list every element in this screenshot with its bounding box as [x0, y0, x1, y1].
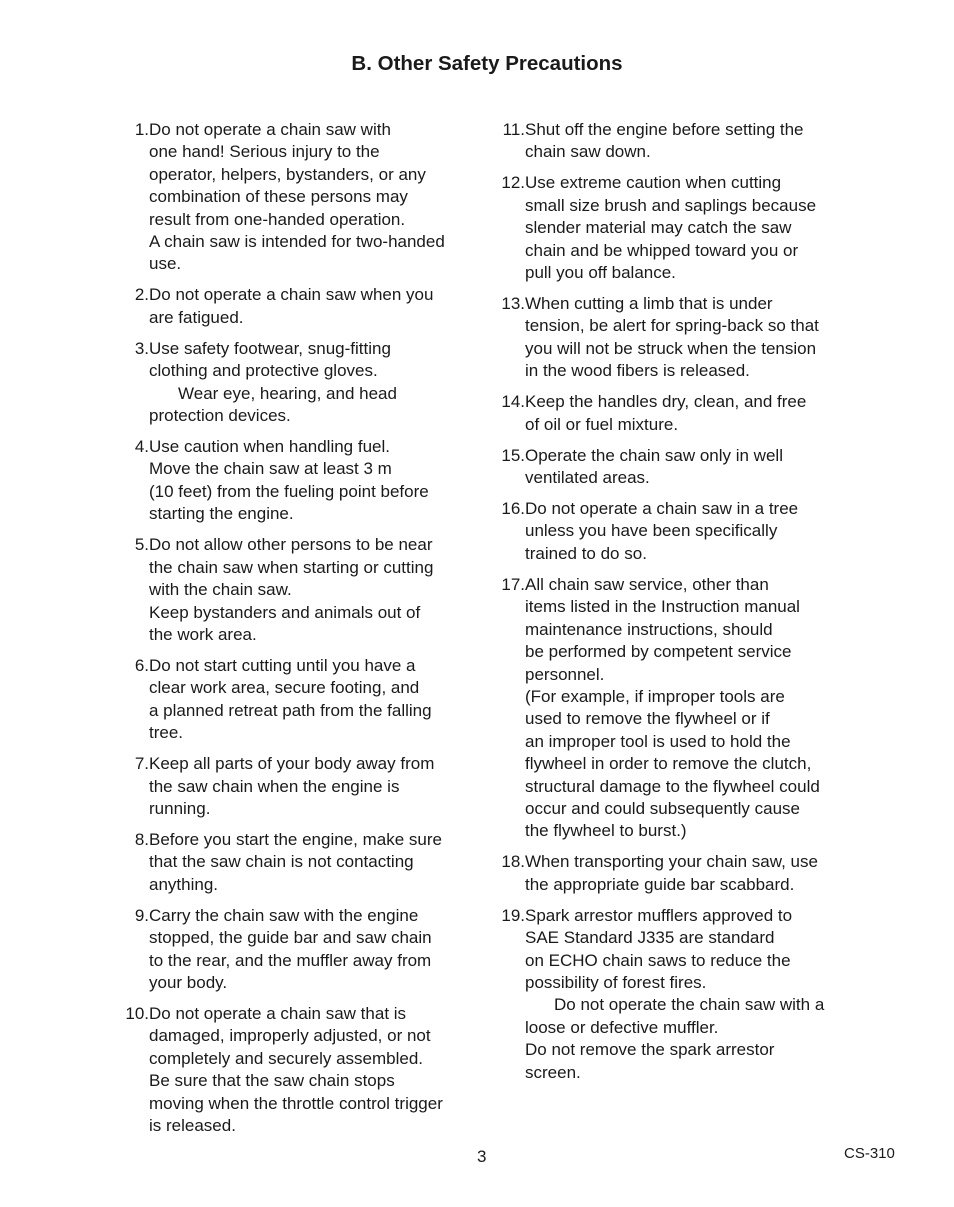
item-number: 8. — [134, 829, 149, 849]
item-number: 9. — [134, 905, 149, 925]
item-text-line: A chain saw is intended for two-handed — [149, 232, 445, 252]
item-text-line: the flywheel to burst.) — [525, 821, 687, 841]
item-text-line: result from one-handed operation. — [149, 209, 406, 229]
item-text-line: in the wood fibers is released. — [525, 361, 750, 381]
item-text-line: tree. — [149, 723, 184, 743]
item-number: 10. — [125, 1003, 149, 1023]
item-text-line: combination of these persons may — [149, 187, 408, 207]
item-text-line: Do not operate a chain saw in a tree — [525, 499, 799, 519]
item-number: 7. — [134, 754, 149, 774]
item-number: 15. — [501, 445, 525, 465]
item-text-line: loose or defective muffler. — [525, 1017, 719, 1037]
item-text-line: one hand! Serious injury to the — [149, 142, 380, 162]
item-text-line: to the rear, and the muffler away from — [149, 950, 432, 970]
precautions-column-left — [120, 119, 480, 1146]
item-text-line: the saw chain when the engine is — [149, 776, 400, 796]
item-number: 18. — [501, 852, 525, 872]
item-text-line: damaged, improperly adjusted, or not — [149, 1026, 431, 1046]
precaution-item — [496, 119, 866, 164]
item-text-line: an improper tool is used to hold the — [525, 731, 791, 751]
item-text-line: Do not remove the spark arrestor — [525, 1040, 775, 1060]
item-text-line: Carry the chain saw with the engine — [149, 905, 419, 925]
precaution-item — [496, 391, 866, 436]
item-text-line: SAE Standard J335 are standard — [525, 928, 775, 948]
item-text-line: stopped, the guide bar and saw chain — [149, 928, 432, 948]
item-text-line: starting the engine. — [149, 504, 294, 524]
item-text-line: Do not operate a chain saw when you — [149, 285, 434, 305]
item-number: 13. — [501, 294, 525, 314]
item-text-line: Operate the chain saw only in well — [525, 445, 783, 465]
item-number: 2. — [134, 285, 149, 305]
item-number: 5. — [134, 535, 149, 555]
item-text-line: the appropriate guide bar scabbard. — [525, 874, 795, 894]
precaution-item — [120, 655, 480, 745]
item-text-line: small size brush and saplings because — [525, 195, 817, 215]
item-text-line: Keep bystanders and animals out of — [149, 602, 421, 622]
item-text-line: personnel. — [525, 664, 605, 684]
precaution-item — [496, 293, 866, 383]
item-text-line: the work area. — [149, 624, 257, 644]
precaution-item — [120, 905, 480, 995]
item-text-line: moving when the throttle control trigger — [149, 1093, 443, 1113]
item-number: 1. — [134, 120, 149, 139]
item-number: 17. — [501, 574, 525, 594]
item-text-line: your body. — [149, 972, 228, 992]
item-text-line: used to remove the flywheel or if — [525, 709, 770, 729]
item-text-line: screen. — [525, 1062, 581, 1082]
item-number: 19. — [501, 905, 525, 925]
item-text-line: running. — [149, 798, 211, 818]
precaution-item — [120, 829, 480, 896]
item-text-line: anything. — [149, 874, 218, 894]
item-text-line: is released. — [149, 1116, 236, 1135]
precaution-item — [496, 851, 866, 896]
item-text-line: occur and could subsequently cause — [525, 798, 801, 818]
item-text-line: Do not operate a chain saw that is — [149, 1003, 407, 1023]
item-text-line: Do not allow other persons to be near — [149, 535, 433, 555]
item-text-line: protection devices. — [149, 406, 291, 426]
precaution-item — [120, 753, 480, 820]
item-text-line: maintenance instructions, should — [525, 619, 773, 639]
item-text-line: All chain saw service, other than — [525, 574, 769, 594]
item-number: 12. — [501, 173, 525, 193]
item-text-line: (For example, if improper tools are — [525, 686, 785, 706]
item-text-line: you will not be struck when the tension — [525, 338, 817, 358]
precaution-item — [496, 498, 866, 565]
page-number: 3 — [477, 1147, 487, 1166]
item-text-line: Be sure that the saw chain stops — [149, 1071, 395, 1091]
item-number: 11. — [502, 120, 525, 139]
item-number: 16. — [501, 499, 525, 519]
item-text-line: possibility of forest fires. — [525, 972, 707, 992]
item-text-line: clear work area, secure footing, and — [149, 678, 420, 698]
item-text-line: trained to do so. — [525, 543, 647, 563]
item-text-line: completely and securely assembled. — [149, 1048, 424, 1068]
item-text-line: the chain saw when starting or cutting — [149, 557, 434, 577]
item-text-line: tension, be alert for spring-back so that — [525, 316, 819, 336]
item-text-line: Do not start cutting until you have a — [149, 655, 416, 675]
item-text-line: ventilated areas. — [525, 468, 650, 488]
item-text-line: slender material may catch the saw — [525, 218, 792, 238]
item-text-line: pull you off balance. — [525, 263, 676, 283]
item-text-line: Use safety footwear, snug-fitting — [149, 338, 391, 358]
item-text-line: Shut off the engine before setting the — [525, 120, 804, 139]
precaution-item — [120, 534, 480, 646]
precaution-item — [496, 172, 866, 284]
item-text-line: Use extreme caution when cutting — [525, 173, 782, 193]
precaution-item — [496, 574, 866, 843]
item-text-line: unless you have been specifically — [525, 521, 778, 541]
document-code: CS-310 — [844, 1145, 895, 1162]
item-text-line: that the saw chain is not contacting — [149, 852, 414, 872]
item-text-line: When cutting a limb that is under — [525, 294, 773, 314]
item-text-line: operator, helpers, bystanders, or any — [149, 164, 426, 184]
precaution-item — [120, 1003, 480, 1137]
item-number: 6. — [134, 655, 149, 675]
item-text-line: Keep the handles dry, clean, and free — [525, 392, 807, 412]
precaution-item — [120, 338, 480, 428]
item-text-line: be performed by competent service — [525, 642, 792, 662]
item-text-line: (10 feet) from the fueling point before — [149, 481, 429, 501]
item-text-line: Spark arrestor mufflers approved to — [525, 905, 793, 925]
item-text-line: a planned retreat path from the falling — [149, 700, 432, 720]
item-text-line: structural damage to the flywheel could — [525, 776, 820, 796]
item-text-line: with the chain saw. — [149, 580, 292, 600]
item-number: 3. — [134, 338, 149, 358]
item-text-line: items listed in the Instruction manual — [525, 597, 800, 617]
item-text-line: flywheel in order to remove the clutch, — [525, 754, 812, 774]
item-text-line: Before you start the engine, make sure — [149, 829, 442, 849]
item-number: 14. — [501, 392, 525, 412]
item-text-line: Wear eye, hearing, and head — [178, 383, 397, 403]
page-title: B. Other Safety Precautions — [351, 52, 623, 75]
precaution-item — [496, 905, 866, 1084]
item-text-line: on ECHO chain saws to reduce the — [525, 950, 791, 970]
item-text-line: of oil or fuel mixture. — [525, 414, 679, 434]
precaution-item — [496, 445, 866, 490]
item-text-line: are fatigued. — [149, 307, 244, 327]
item-text-line: Do not operate a chain saw with — [149, 120, 391, 139]
item-text-line: Use caution when handling fuel. — [149, 437, 390, 457]
item-text-line: Keep all parts of your body away from — [149, 754, 435, 774]
item-text-line: chain saw down. — [525, 142, 651, 162]
item-text-line: use. — [149, 254, 182, 274]
item-number: 4. — [134, 437, 149, 457]
item-text-line: When transporting your chain saw, use — [525, 852, 818, 872]
precautions-column-right — [496, 119, 866, 1093]
item-text-line: clothing and protective gloves. — [149, 361, 378, 381]
precaution-item — [120, 436, 480, 526]
item-text-line: Do not operate the chain saw with a — [554, 995, 825, 1015]
item-text-line: chain and be whipped toward you or — [525, 240, 799, 260]
item-text-line: Move the chain saw at least 3 m — [149, 459, 392, 479]
precaution-item — [120, 284, 480, 329]
precaution-item — [120, 119, 480, 276]
